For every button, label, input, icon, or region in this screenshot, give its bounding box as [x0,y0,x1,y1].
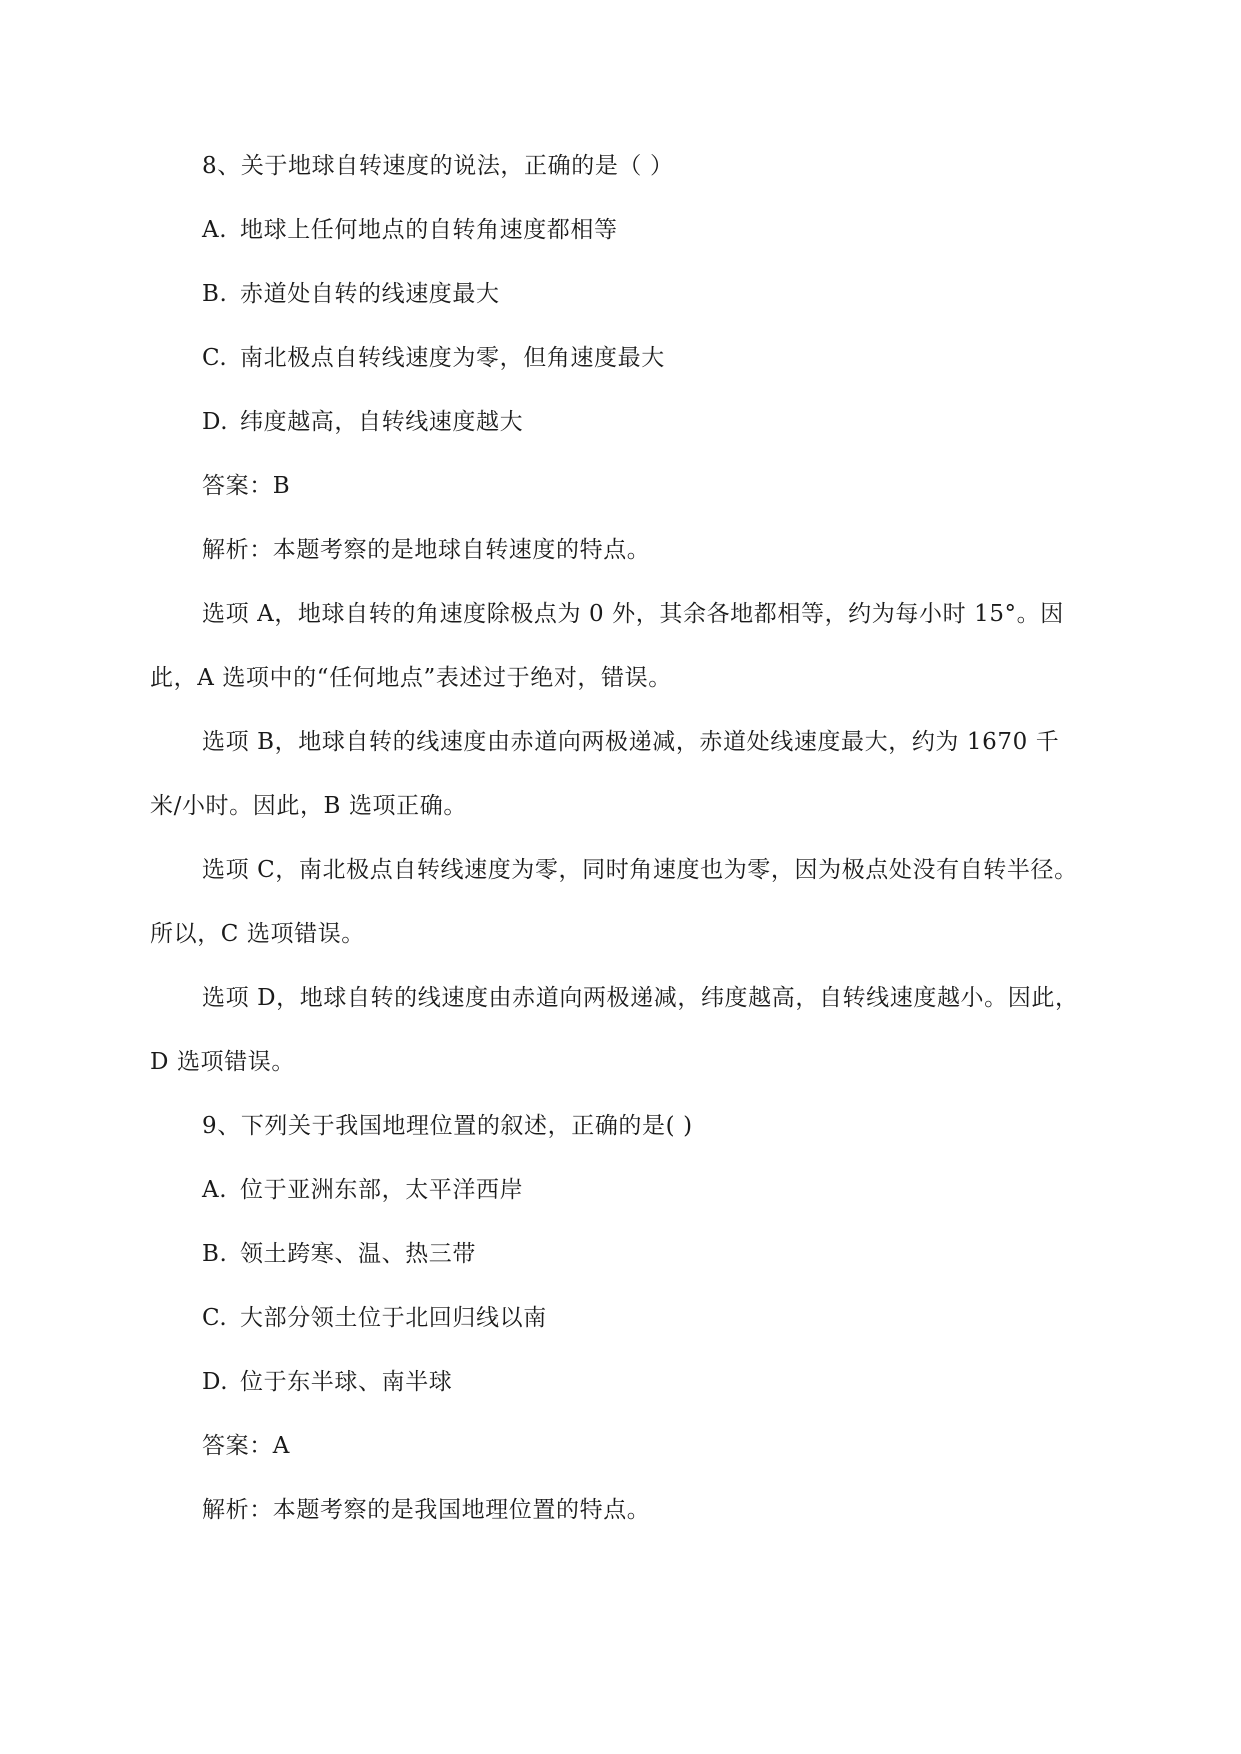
question-9-answer: 答案：A [202,1433,291,1459]
explanation-a-line1: 选项 A，地球自转的角速度除极点为 0 外，其余各地都相等，约为每小时 15°。因 [202,601,1064,627]
explanation-c-line1: 选项 C，南北极点自转线速度为零，同时角速度也为零，因为极点处没有自转半径。 [202,857,1078,883]
option-text: 地球上任何地点的自转角速度都相等 [240,217,618,243]
option-letter: D. [202,409,229,435]
option-text: 领土跨寒、温、热三带 [240,1241,476,1267]
question-9-option-c [202,1302,547,1334]
option-letter: A. [202,217,228,243]
option-letter: A. [202,1177,228,1203]
question-9-option-d [202,1366,452,1398]
option-text: 南北极点自转线速度为零，但角速度最大 [240,345,665,371]
option-text: 纬度越高，自转线速度越大 [240,409,524,435]
question-8-title: 8、关于地球自转速度的说法，正确的是（ ） [202,153,674,179]
option-text: 大部分领土位于北回归线以南 [240,1305,547,1331]
option-letter: B. [202,281,228,307]
explanation-b-line1: 选项 B，地球自转的线速度由赤道向两极递减，赤道处线速度最大，约为 1670 千 [202,729,1060,755]
option-letter: D. [202,1369,229,1395]
explanation-d-line1: 选项 D，地球自转的线速度由赤道向两极递减，纬度越高，自转线速度越小。因此， [202,985,1079,1011]
option-text: 位于亚洲东部，太平洋西岸 [240,1177,524,1203]
option-letter: B. [202,1241,228,1267]
explanation-a-line2: 此，A 选项中的“任何地点”表述过于绝对，错误。 [150,665,672,691]
question-9-title: 9、下列关于我国地理位置的叙述，正确的是( ) [202,1113,693,1139]
question-9-option-b [202,1238,476,1270]
option-text: 位于东半球、南半球 [240,1369,453,1395]
question-9-option-a [202,1174,523,1206]
explanation-c-line2: 所以，C 选项错误。 [150,921,365,947]
option-text: 赤道处自转的线速度最大 [240,281,500,307]
question-8-option-c [202,342,665,374]
explanation-b-line2: 米/小时。因此，B 选项正确。 [150,793,467,819]
question-8-answer: 答案：B [202,473,291,499]
option-letter: C. [202,345,228,371]
question-8-option-b [202,278,500,310]
option-letter: C. [202,1305,228,1331]
question-8-option-d [202,406,523,438]
question-8-option-a [202,214,618,246]
question-9-analysis: 解析：本题考察的是我国地理位置的特点。 [202,1497,651,1523]
question-8-analysis: 解析：本题考察的是地球自转速度的特点。 [202,537,651,563]
explanation-d-line2: D 选项错误。 [150,1049,295,1075]
